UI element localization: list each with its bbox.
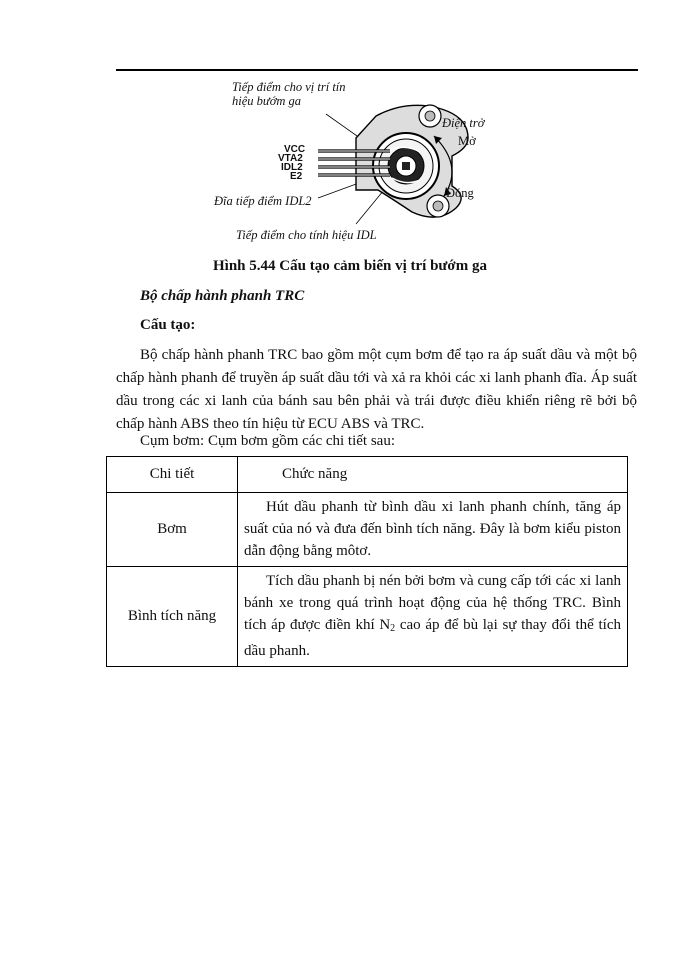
pin-label-e2: E2	[290, 171, 303, 182]
figure-caption: Hình 5.44 Cấu tạo cảm biến vị trí bướm ga	[213, 258, 487, 274]
pin-label-idl2: IDL2	[281, 162, 303, 173]
header-part: Chi tiết	[107, 457, 238, 493]
cell-part: Bơm	[107, 493, 238, 567]
body-paragraph: Bộ chấp hành phanh TRC bao gồm một cụm bơm để tạo ra áp suất dầu và một bộ chấp hành phanh để truyền áp suất dầu tới và xả ra khỏi các xi lanh phanh đĩa. Áp suất dầu trong các xi lanh của bánh sau bên phải và trái được điều khiển riêng rẽ bởi bộ chấp hành ABS theo tín hiệu từ ECU ABS và TRC.	[116, 347, 637, 432]
cell-function-text: Hút dầu phanh từ bình dầu xi lanh phanh chính, tăng áp suất của nó và đưa đến bình tích năng. Đây là bơm kiểu piston dẫn động bằng môtơ.	[244, 499, 621, 559]
label-throttle-contact	[232, 80, 346, 108]
subscript-2: 2	[390, 623, 396, 634]
header-rule	[116, 69, 638, 71]
section-heading: Bộ chấp hành phanh TRC	[140, 288, 305, 304]
label-closed: Đóng	[446, 186, 474, 200]
pin-label-vcc: VCC	[284, 144, 306, 155]
cell-part: Bình tích năng	[107, 567, 238, 667]
header-function: Chức năng	[238, 457, 628, 493]
label-throttle-contact-text: Tiếp điểm cho vị trí tín hiệu bướm ga	[232, 80, 346, 108]
pin-label-vta2: VTA2	[278, 153, 303, 164]
label-resistor: Điện trở	[442, 116, 485, 130]
subheading: Cấu tạo:	[140, 317, 196, 333]
throttle-sensor-figure	[206, 78, 506, 246]
cell-function	[238, 567, 628, 667]
cell-function-text-b: cao áp để bù lại sự thay đổi thể tích dầu phanh.	[244, 617, 622, 659]
label-idl2-disk: Đĩa tiếp điểm IDL2	[214, 194, 312, 208]
cell-function-text-a: Tích dầu phanh bị nén bởi bơm và cung cấp tới các xi lanh bánh xe trong quá trình hoạt động của hệ thống TRC. Bình tích áp được điền khí N	[244, 573, 621, 633]
cell-function-text	[244, 570, 621, 662]
table-row	[107, 567, 628, 667]
label-idl-contact: Tiếp điểm cho tính hiệu IDL	[236, 228, 377, 242]
table-intro: Cụm bơm: Cụm bơm gồm các chi tiết sau:	[140, 433, 395, 449]
cell-function	[238, 493, 628, 567]
label-open: Mở	[458, 134, 476, 148]
table-header-row	[107, 457, 628, 493]
components-table	[106, 456, 628, 667]
table-row	[107, 493, 628, 567]
